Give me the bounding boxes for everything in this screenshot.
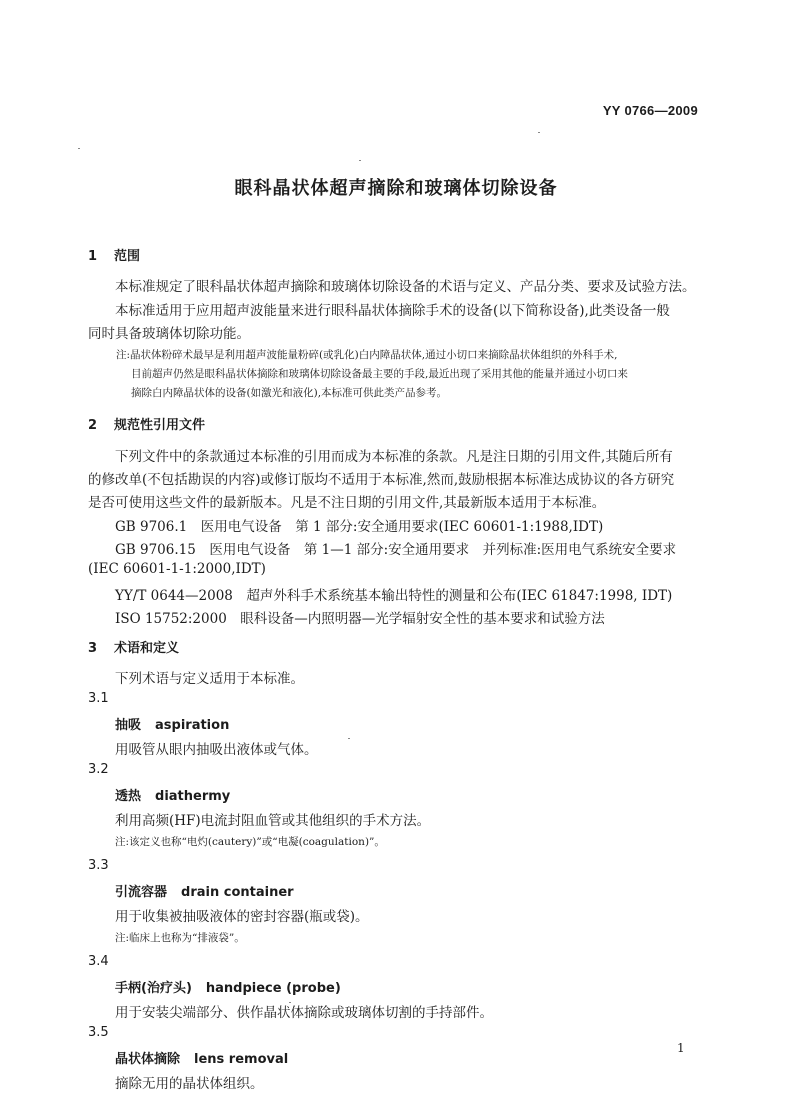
scope-paragraph-2-line-2: 同时具备玻璃体切除功能。 — [88, 326, 250, 342]
term-heading — [115, 881, 294, 900]
section-1-number: 1 — [88, 249, 98, 264]
term-english-name: lens removal — [194, 1052, 289, 1067]
term-note: 注:该定义也称“电灼(cautery)”或“电凝(coagulation)”。 — [115, 836, 385, 848]
section-3-heading — [88, 637, 179, 656]
term-number: 3.3 — [88, 858, 109, 873]
scope-note-line-2: 目前超声仍然是眼科晶状体摘除和玻璃体切除设备最主要的手段,最近出现了采用其他的能量并通过小切口来 — [131, 368, 628, 380]
section-1-title: 范围 — [114, 249, 141, 264]
standard-number: YY 0766—2009 — [602, 103, 698, 118]
reference-iso-15752: ISO 15752:2000 眼科设备—内照明器—光学辐射安全性的基本要求和试验方法 — [115, 611, 605, 627]
scope-note-line-1: 注:晶状体粉碎术最早是利用超声波能量粉碎(或乳化)白内障晶状体,通过小切口来摘除晶状体组织的外科手术, — [116, 349, 618, 361]
reference-gb-9706-15-line-2: (IEC 60601-1-1:2000,IDT) — [88, 561, 266, 577]
term-definition: 摘除无用的晶状体组织。 — [115, 1076, 264, 1092]
scope-paragraph-2-line-1: 本标准适用于应用超声波能量来进行眼科晶状体摘除手术的设备(以下简称设备),此类设备一般 — [115, 303, 670, 319]
scan-speck — [538, 132, 540, 133]
term-english-name: aspiration — [155, 718, 230, 733]
section-3-number: 3 — [88, 641, 98, 656]
scope-paragraph-1: 本标准规定了眼科晶状体超声摘除和玻璃体切除设备的术语与定义、产品分类、要求及试验方法。 — [115, 279, 696, 295]
document-title: 眼科晶状体超声摘除和玻璃体切除设备 — [234, 178, 558, 199]
term-chinese-name: 透热 — [115, 789, 142, 804]
scan-speck — [348, 738, 350, 739]
section-3-title: 术语和定义 — [114, 641, 180, 656]
scan-speck — [359, 160, 361, 161]
term-number: 3.2 — [88, 762, 109, 777]
terms-intro: 下列术语与定义适用于本标准。 — [115, 671, 304, 687]
term-number: 3.1 — [88, 691, 109, 706]
term-number: 3.5 — [88, 1025, 109, 1040]
term-definition: 利用高频(HF)电流封阻血管或其他组织的手术方法。 — [115, 813, 431, 829]
reference-yy-t-0644: YY/T 0644—2008 超声外科手术系统基本输出特性的测量和公布(IEC 61847:1998, IDT) — [115, 588, 673, 604]
reference-gb-9706-15-line-1: GB 9706.15 医用电气设备 第 1—1 部分:安全通用要求 并列标准:医用电气系统安全要求 — [115, 542, 677, 558]
term-english-name: handpiece (probe) — [205, 981, 341, 996]
term-english-name: diathermy — [155, 789, 231, 804]
reference-gb-9706-1: GB 9706.1 医用电气设备 第 1 部分:安全通用要求(IEC 60601-1:1988,IDT) — [115, 519, 604, 535]
scan-speck — [78, 148, 80, 149]
term-chinese-name: 抽吸 — [115, 718, 142, 733]
scope-note-line-3: 摘除白内障晶状体的设备(如激光和液化),本标准可供此类产品参考。 — [131, 387, 448, 399]
references-intro-line-3: 是否可使用这些文件的最新版本。凡是不注日期的引用文件,其最新版本适用于本标准。 — [88, 495, 606, 511]
term-definition: 用于安装尖端部分、供作晶状体摘除或玻璃体切割的手持部件。 — [115, 1005, 493, 1021]
term-english-name: drain container — [181, 885, 294, 900]
term-number: 3.4 — [88, 954, 109, 969]
term-heading — [115, 785, 230, 804]
term-note: 注:临床上也称为“排液袋”。 — [115, 932, 245, 944]
term-chinese-name: 手柄(治疗头) — [115, 981, 192, 996]
term-heading — [115, 714, 229, 733]
term-heading — [115, 977, 341, 996]
section-2-number: 2 — [88, 418, 98, 433]
term-definition: 用于收集被抽吸液体的密封容器(瓶或袋)。 — [115, 909, 369, 925]
term-definition: 用吸管从眼内抽吸出液体或气体。 — [115, 742, 318, 758]
references-intro-line-1: 下列文件中的条款通过本标准的引用而成为本标准的条款。凡是注日期的引用文件,其随后所有 — [115, 449, 673, 465]
section-2-heading — [88, 414, 205, 433]
references-intro-line-2: 的修改单(不包括勘误的内容)或修订版均不适用于本标准,然而,鼓励根据本标准达成协议的各方研究 — [88, 472, 675, 488]
section-1-heading — [88, 245, 140, 264]
section-2-title: 规范性引用文件 — [114, 418, 206, 433]
scan-speck — [289, 1002, 291, 1003]
term-chinese-name: 晶状体摘除 — [115, 1052, 181, 1067]
term-heading — [115, 1048, 288, 1067]
page-number: 1 — [677, 1041, 685, 1055]
term-chinese-name: 引流容器 — [115, 885, 168, 900]
